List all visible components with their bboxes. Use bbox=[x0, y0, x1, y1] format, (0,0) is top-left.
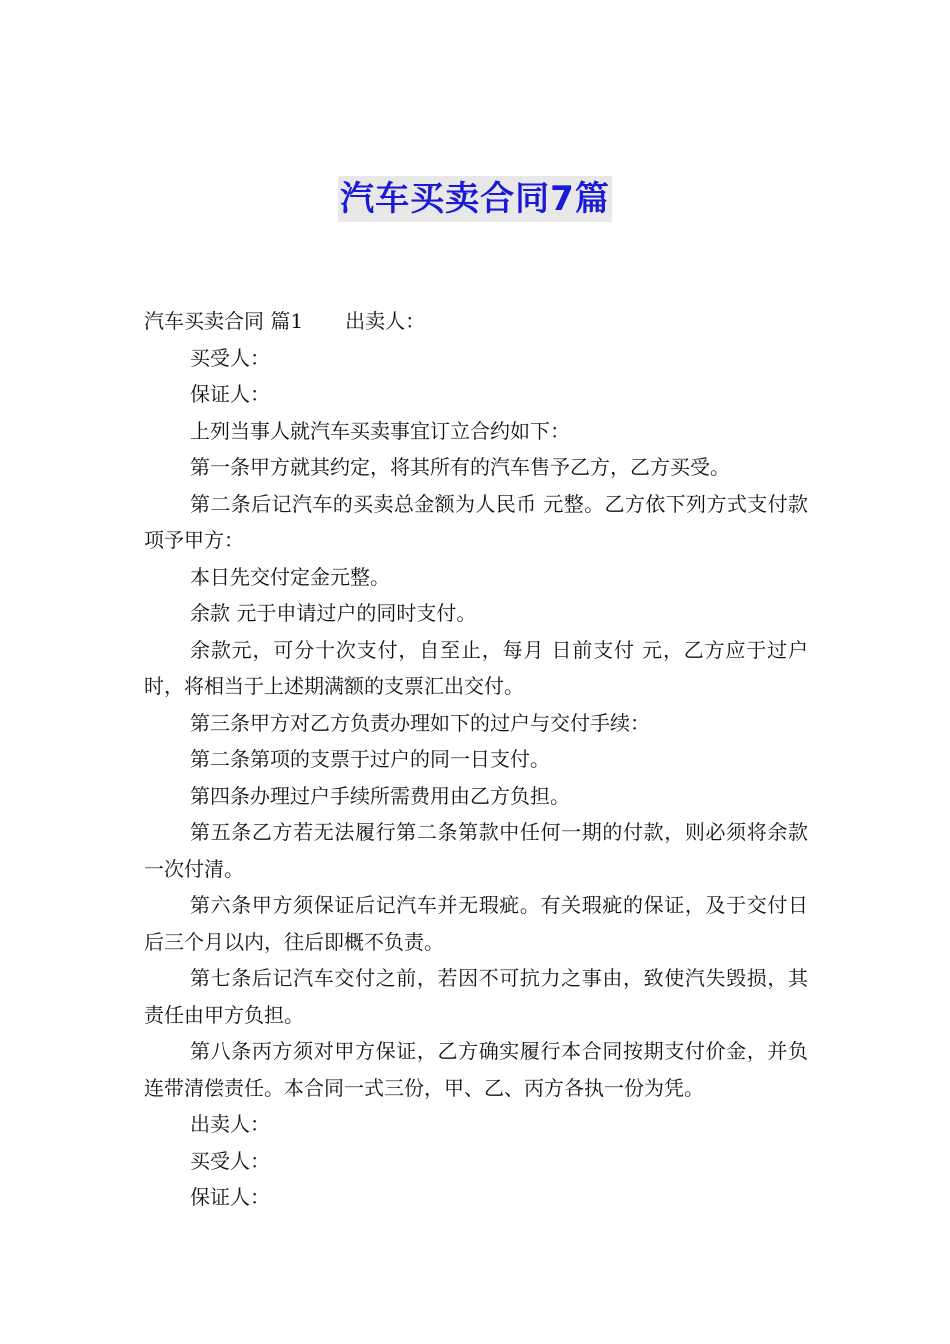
document-title: 汽车买卖合同7篇 bbox=[338, 176, 612, 222]
paragraph: 保证人： bbox=[190, 382, 270, 406]
section-heading: 汽车买卖合同 篇1 bbox=[144, 309, 304, 333]
title-container bbox=[0, 176, 950, 222]
paragraph: 第六条甲方须保证后记汽车并无瑕疵。有关瑕疵的保证，及于交付日后三个月以内，往后即概不负责。 bbox=[144, 893, 808, 954]
paragraph: 第五条乙方若无法履行第二条第款中任何一期的付款，则必须将余款一次付清。 bbox=[144, 820, 808, 881]
paragraph: 第一条甲方就其约定，将其所有的汽车售予乙方，乙方买受。 bbox=[190, 455, 730, 479]
paragraph: 买受人： bbox=[190, 345, 270, 370]
paragraph: 保证人： bbox=[190, 1185, 270, 1209]
paragraph: 本日先交付定金元整。 bbox=[190, 564, 390, 589]
paragraph: 第二条第项的支票于过户的同一日支付。 bbox=[190, 747, 550, 771]
paragraph: 第四条办理过户手续所需费用由乙方负担。 bbox=[190, 783, 570, 808]
paragraph: 第三条甲方对乙方负责办理如下的过户与交付手续： bbox=[190, 710, 650, 735]
document-body bbox=[144, 303, 808, 1216]
paragraph: 第七条后记汽车交付之前，若因不可抗力之事由，致使汽失毁损，其责任由甲方负担。 bbox=[144, 966, 808, 1027]
seller-field-label: 出卖人： bbox=[345, 309, 426, 333]
paragraph: 第八条丙方须对甲方保证，乙方确实履行本合同按期支付价金，并负连带清偿责任。本合同一式三份，甲、乙、丙方各执一份为凭。 bbox=[144, 1039, 808, 1100]
paragraph: 第二条后记汽车的买卖总金额为人民币 元整。乙方依下列方式支付款项予甲方： bbox=[144, 491, 808, 552]
paragraph: 出卖人： bbox=[190, 1112, 270, 1136]
paragraph: 余款 元于申请过户的同时支付。 bbox=[190, 601, 477, 625]
section-heading-line bbox=[144, 303, 808, 340]
paragraph: 买受人： bbox=[190, 1148, 270, 1173]
paragraph: 上列当事人就汽车买卖事宜订立合约如下： bbox=[190, 418, 570, 443]
paragraph: 余款元，可分十次支付，自至止，每月 日前支付 元，乙方应于过户时，将相当于上述期满额的支票汇出交付。 bbox=[144, 637, 808, 698]
